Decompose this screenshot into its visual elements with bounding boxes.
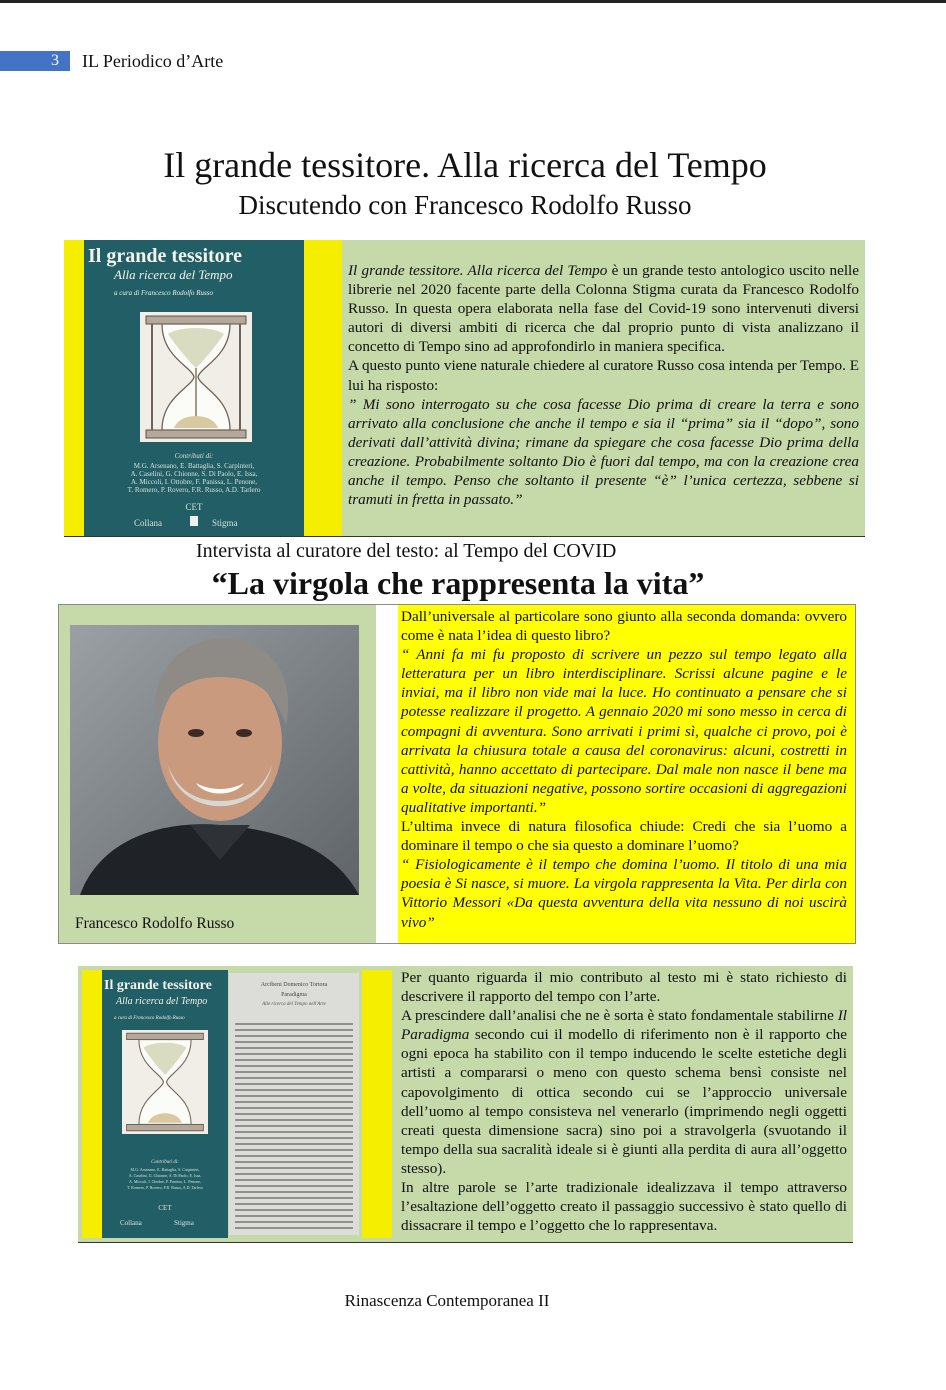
photo-caption: Francesco Rodolfo Russo xyxy=(75,915,235,932)
yellow-strip-right xyxy=(304,240,342,536)
top-rule xyxy=(0,0,946,3)
cover-publisher: CET xyxy=(185,502,203,512)
book-cover-image xyxy=(84,240,304,536)
small-cover-series-left: Collana xyxy=(120,1219,142,1227)
cover-editor: a cura di Francesco Rodolfo Russo xyxy=(114,289,213,297)
quote-title: “La virgola che rappresenta la vita” xyxy=(211,565,705,601)
small-cover-contributors-3: A. Miccoli, I. Ottobre, F. Panissa, L. Penone, xyxy=(128,1179,201,1184)
inner-page-author: Arcibeni Domenico Tortora xyxy=(260,982,328,988)
book-cover-small-image xyxy=(102,970,228,1238)
contribution-paragraph-2 xyxy=(401,1006,847,1178)
interview-text xyxy=(401,607,847,932)
interview-answer-1: “ Anni fa mi fu proposto di scrivere un pezzo sul tempo legato alla letteratura per un libro interdisciplinare. Scrissi alcune pagine e le inviai, ma il libro non vide mai la luce. Ho continuato a pensare che si potesse realizzare il progetto. A gennaio 2020 mi sono messo in cerca di compagni di avventura. Sono arrivati i primi sì, qualche ci provo, poi è arrivata la chiusura totale a causa del coronavirus: alcuni, costretti in cattività, hanno accettato di partecipare. Dal male non nasce il bene ma a volte, da situazioni negative, possono sortire occasioni di aggregazioni qualitative importanti.” xyxy=(401,646,847,816)
small-cover-contributors-2: A. Caselini, G. Chionne, S. Di Paolo, E. Issa, xyxy=(128,1173,202,1178)
inner-page-chapter: Paradigma xyxy=(281,992,307,998)
yellow-strip-left xyxy=(64,240,84,536)
small-cover-publisher: CET xyxy=(158,1204,172,1212)
article-subtitle: Discutendo con Francesco Rodolfo Russo xyxy=(238,190,692,220)
cover-contributors-line-2: A. Caselini, G. Chionne, S. Di Paolo, E. Issa, xyxy=(130,470,258,478)
page-number: 3 xyxy=(51,52,59,69)
contribution-paragraph-1: Per quanto riguarda il mio contributo al testo mi è stato richiesto di descrivere il rapporto del tempo con l’arte. xyxy=(401,969,847,1006)
small-cover-contributors-1: M.G. Arsenano, E. Battaglia, S. Carpinteri, xyxy=(130,1167,200,1172)
cover-contributors-label: Contributi di: xyxy=(174,452,214,460)
intro-text xyxy=(348,261,859,509)
contribution-paragraph-3: In altre parole se l’arte tradizionale idealizzava il tempo attraverso l’esaltazione dell’oggetto creato il passaggio successivo è stato quello di dissacrare il tempo e l’oggetto che lo rappresentava. xyxy=(401,1179,847,1235)
small-cover-title: Il grande tessitore xyxy=(104,978,212,993)
intro-paragraph-2: A questo punto viene naturale chiedere al curatore Russo cosa intenda per Tempo. E lui ha risposto: xyxy=(348,357,859,394)
section3-rule xyxy=(78,1242,853,1243)
small-hourglass-illustration xyxy=(122,1030,208,1134)
small-cover-contributors-4: T. Romero, P. Rovero, F.R. Russo, A.D. Tarlero xyxy=(127,1185,203,1190)
small-cover-contributors-label: Contributi di: xyxy=(151,1160,179,1165)
inner-page-chapter-sub: Alle ricerca del Tempo nell'Arte xyxy=(262,1002,326,1007)
cover-contributors-line-3: A. Miccoli, I. Ottobre, F. Panissa, L. Penone, xyxy=(130,478,257,486)
interview-answer-2: “ Fisiologicamente è il tempo che domina l’uomo. Il titolo di una mia poesia è Si nasce, si muore. La virgola rappresenta la Vita. Per dirla con Vittorio Messori «Da questa avventura della vita nessuno di noi uscirà vivo” xyxy=(401,856,847,931)
book-title-inline: Il grande tessitore. Alla ricerca del Tempo xyxy=(348,262,608,279)
small-cover-subtitle: Alla ricerca del Tempo xyxy=(116,996,208,1007)
contribution-paragraph-2-end: secondo cui il modello di riferimento non è il rapporto che ogni epoca ha stabilito con il tempo inducendo le scelte estetiche degli artisti a compararsi o meno con questo schema bensì consiste nel capovolgimento di ottica secondo cui se l’approccio universale dell’uomo al tempo consisteva nel venerarlo (imprimendo negli oggetti creati questa dimensione sacra) sino poi a stravolgerla (svuotando il tempo della sua sacralità ideale si è giunti alla perdita di aura all’oggetto stesso). xyxy=(401,1026,847,1177)
inner-page-text-lines xyxy=(235,1023,353,1229)
cover-contributors-line-4: T. Romero, P. Rovero, F.R. Russo, A.D. Tarlero xyxy=(127,486,261,494)
cover-title: Il grande tessitore xyxy=(88,245,243,267)
small-cover-editor: a cura di Francesco Rodolfo Russo xyxy=(114,1016,185,1021)
footer-title: Rinascenza Contemporanea II xyxy=(344,1291,550,1310)
cover-series-left: Collana xyxy=(134,518,162,528)
article-title: Il grande tessitore. Alla ricerca del Tempo xyxy=(163,145,767,185)
contribution-paragraph-2-start: A prescindere dall’analisi che ne è sorta è stato fondamentale stabilirne xyxy=(401,1007,838,1025)
intro-paragraph-1-body: è un grande testo antologico uscito nelle librerie nel 2020 facente parte della Colonna Stigma curata da Francesco Rodolfo Russo. In questa opera elaborata nella fase del Covid-19 sono intervenuti diversi autori di diversi ambiti di ricerca che dal proprio punto di vista analizzano il concetto di Tempo sino ad approfondirlo in maniera specifica. xyxy=(348,262,859,356)
interview-question-1: Dall’universale al particolare sono giunto alla seconda domanda: ovvero come è nata l’idea di questo libro? xyxy=(401,608,847,645)
yellow-strip-small-right xyxy=(362,970,392,1238)
small-cover-series-right: Stigma xyxy=(174,1219,194,1227)
series-logo-icon xyxy=(190,516,198,526)
cover-subtitle: Alla ricerca del Tempo xyxy=(114,267,233,282)
hourglass-illustration xyxy=(140,312,252,442)
interview-heading: Intervista al curatore del testo: al Tempo del COVID xyxy=(196,540,617,562)
cover-contributors-line-1: M.G. Arsenano, E. Battaglia, S. Carpinteri, xyxy=(133,462,255,470)
section1-rule xyxy=(64,536,865,537)
header-title: IL Periodico d’Arte xyxy=(82,51,224,71)
yellow-strip-small-left xyxy=(82,970,102,1238)
contribution-text xyxy=(401,968,847,1235)
intro-quote: ” Mi sono interrogato su che cosa facesse Dio prima di creare la terra e sono arrivato alla conclusione che anche il tempo e sia il “prima” sia il “dopo”, sono derivati dall’attività divina; rimane da spiegare che cosa facesse Dio prima della creazione. Probabilmente soltanto Dio è fuori dal tempo, ma con la creazione crea anche il tempo. Penso che soltanto il presente “è” l’unica certezza, sebbene si tramuti in fretta in passato.” xyxy=(348,395,859,509)
cover-series-right: Stigma xyxy=(212,518,238,528)
inner-page-image xyxy=(229,973,359,1235)
paradigm-title-inline: Il Paradigma xyxy=(401,1007,847,1044)
intro-paragraph-1 xyxy=(348,261,859,356)
portrait-photo xyxy=(70,625,359,895)
portrait-illustration xyxy=(70,625,359,895)
interview-question-2: L’ultima invece di natura filosofica chiude: Credi che sia l’uomo a dominare il tempo o che sia questo a dominare l’uomo? xyxy=(401,818,847,855)
